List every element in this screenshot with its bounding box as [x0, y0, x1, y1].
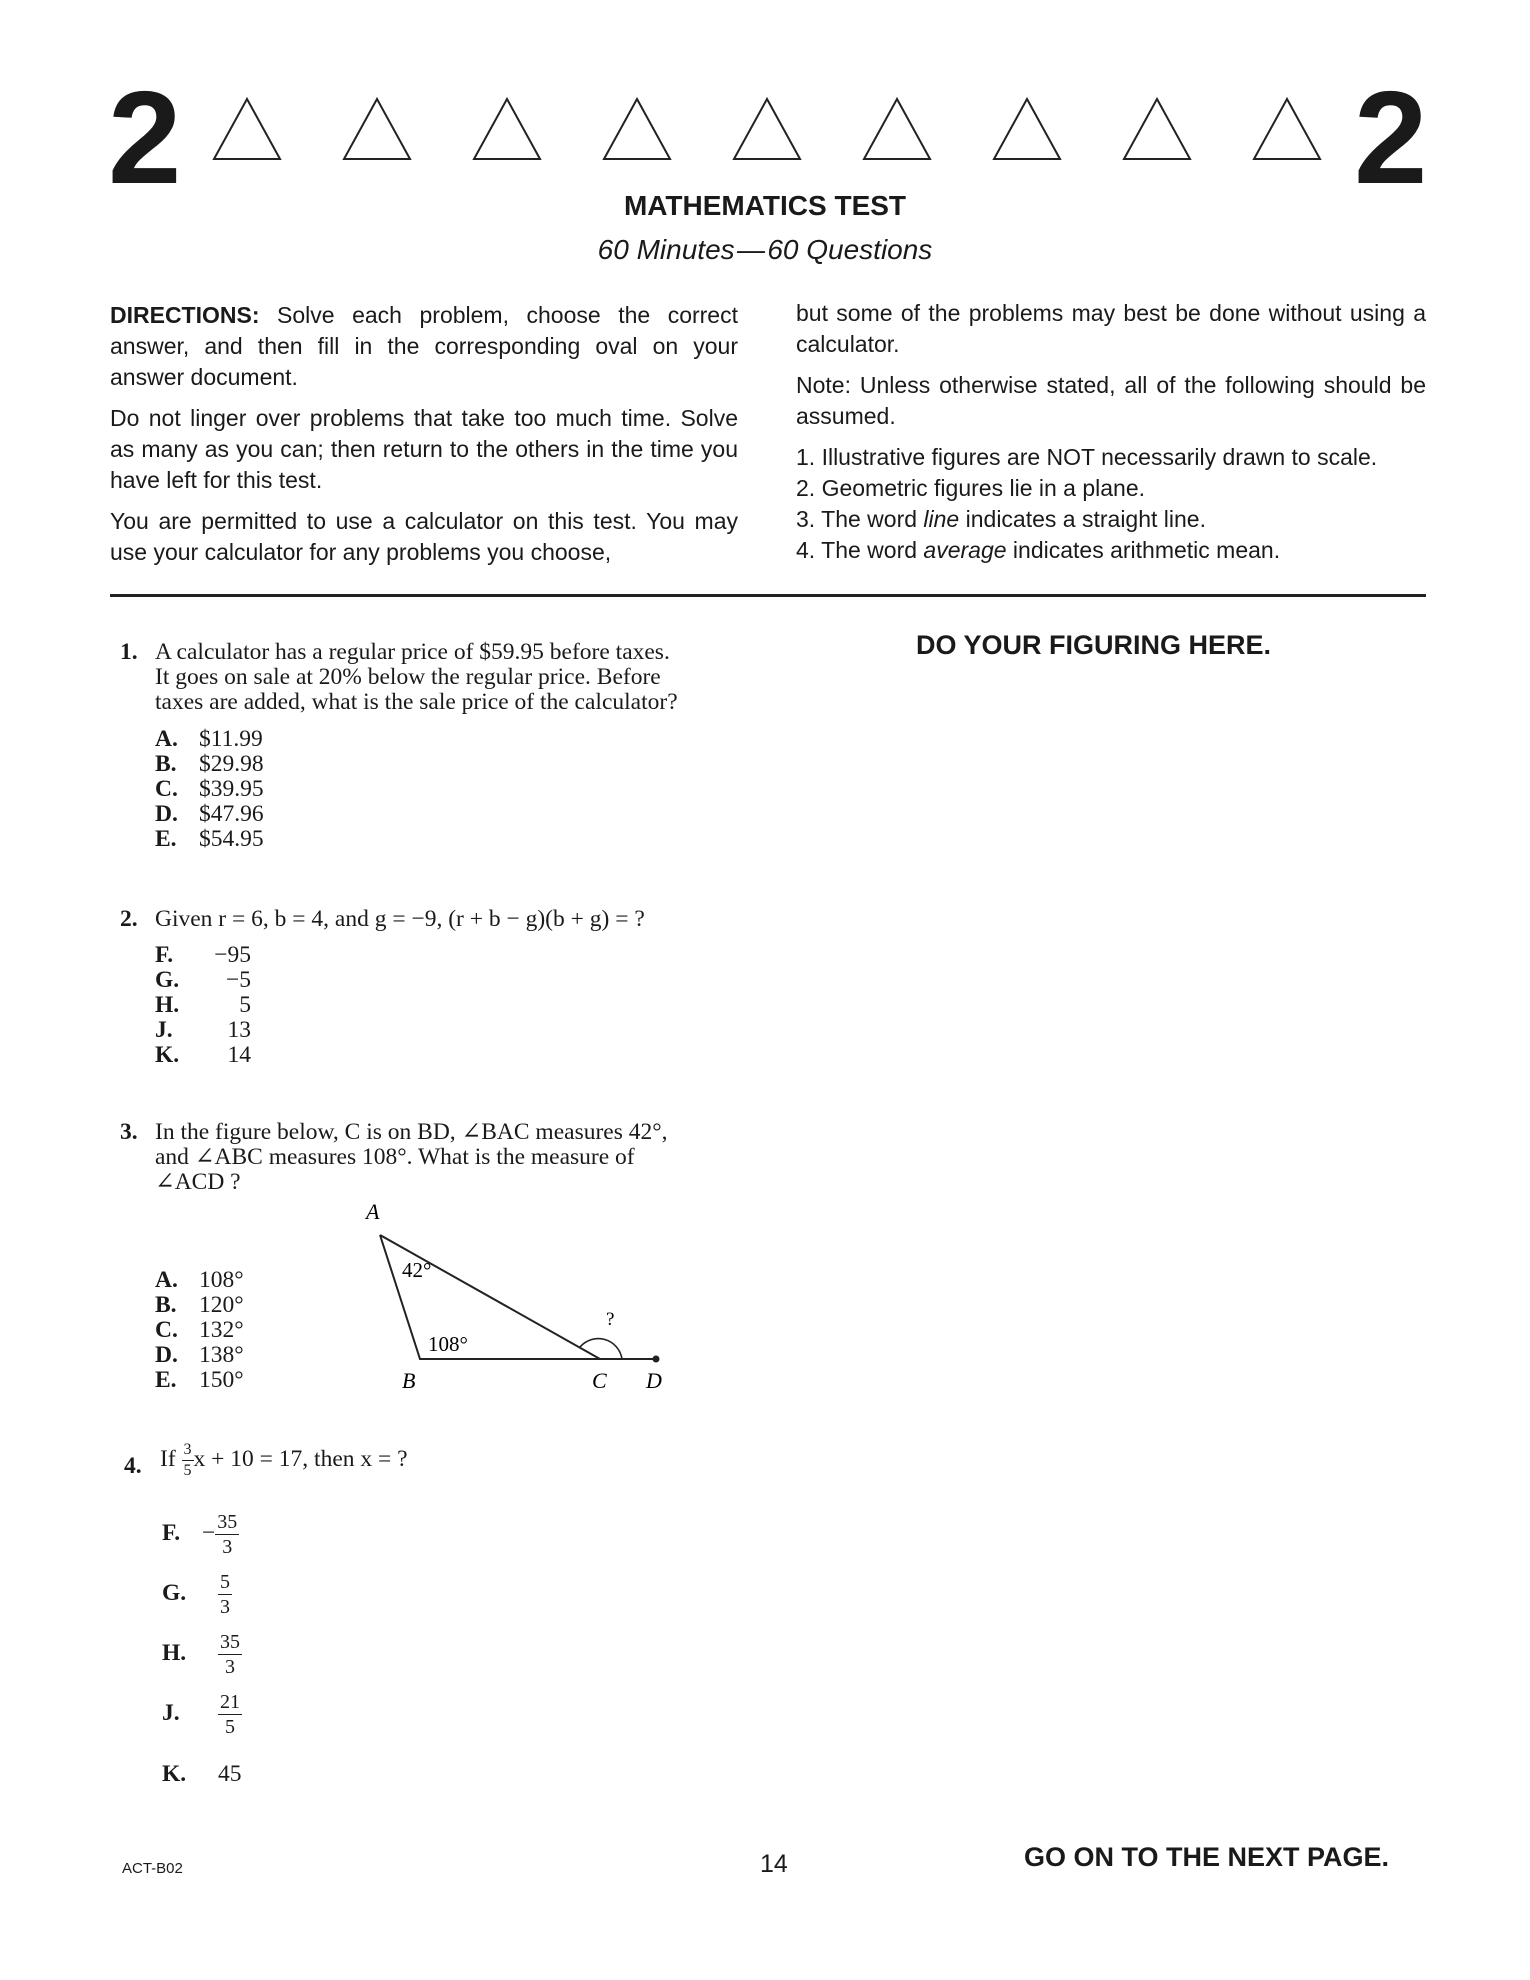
assumption-item: 4. The word average indicates arithmetic mean. [796, 537, 1281, 563]
vertex-d-label: D [646, 1368, 662, 1393]
section-number-left: 2 [108, 64, 182, 211]
question-number: 3. [120, 1119, 138, 1145]
triangle-icon [1122, 96, 1192, 162]
directions-label: DIRECTIONS: [110, 302, 260, 328]
question-number: 4. [124, 1453, 142, 1479]
answer-option-e[interactable]: E. $54.95 [155, 826, 264, 852]
answer-option-j[interactable]: J. $\frac{21}{5}$ [162, 1691, 240, 1738]
answer-option-j[interactable]: J. 13 [155, 1017, 251, 1043]
test-code: ACT-B02 [122, 1860, 183, 1877]
answer-option-g[interactable]: G. −5 [155, 967, 251, 993]
directions-note: Note: Unless otherwise stated, all of the following should be assumed. [796, 372, 1426, 429]
assumption-item: 2. Geometric figures lie in a plane. [796, 475, 1146, 501]
triangle-icon [862, 96, 932, 162]
answer-option-a[interactable]: A. 108° [155, 1267, 244, 1293]
fraction: $\frac{3}{5}$ [183, 1441, 192, 1479]
directions-paragraph: Do not linger over problems that take too much time. Solve as many as you can; then return to the others in the time you have left for this test. [110, 405, 738, 493]
question-4 [124, 1442, 724, 1492]
answer-option-k[interactable]: K. 45 [162, 1761, 242, 1787]
triangle-icon [732, 96, 802, 162]
answer-option-g[interactable]: G. $\frac{5}{3}$ [162, 1571, 230, 1618]
question-text: If $\frac{3}{5}$ x + 10 = 17, then x = ? [160, 1441, 408, 1479]
directions-left-column [110, 300, 738, 578]
assumption-item: 3. The word line indicates a straight line. [796, 506, 1206, 532]
question-number: 2. [120, 906, 138, 932]
question-text: A calculator has a regular price of $59.95 before taxes. It goes on sale at 20% below the regular price. Before taxes are added, what is the sale price of the calculator? [155, 639, 678, 715]
answer-option-h[interactable]: H. 5 [155, 992, 251, 1018]
fraction: $\frac{5}{3}$ [220, 1571, 230, 1618]
fraction: $\frac{35}{3}$ [217, 1511, 238, 1558]
angle-a-label: 42° [402, 1258, 432, 1282]
answer-option-k[interactable]: K. 14 [155, 1042, 251, 1068]
page-subtitle: 60 Minutes — 60 Questions [597, 234, 933, 265]
page-title: MATHEMATICS TEST [623, 190, 907, 221]
vertex-b-label: B [402, 1368, 416, 1393]
figuring-label: DO YOUR FIGURING HERE. [916, 630, 1272, 660]
section-divider [110, 594, 1426, 597]
answer-option-b[interactable]: B. 120° [155, 1292, 244, 1318]
directions-paragraph: but some of the problems may best be done without using a calculator. [796, 300, 1426, 357]
answer-option-b[interactable]: B. $29.98 [155, 751, 264, 777]
triangle-figure [360, 1195, 680, 1395]
directions-paragraph: DIRECTIONS: Solve each problem, choose the correct answer, and then fill in the corresponding oval on your answer document. [110, 302, 738, 390]
question-text: In the figure below, C is on BD, ∠BAC measures 42°, and ∠ABC measures 108°. What is the measure of ∠ACD ? [155, 1119, 668, 1195]
unknown-angle-label: ? [606, 1309, 615, 1330]
answer-option-c[interactable]: C. $39.95 [155, 776, 264, 802]
vertex-a-label: A [366, 1199, 380, 1224]
triangle-icon [212, 96, 282, 162]
answer-option-c[interactable]: C. 132° [155, 1317, 244, 1343]
triangle-icon [1252, 96, 1322, 162]
fraction: $\frac{35}{3}$ [220, 1631, 240, 1678]
answer-option-d[interactable]: D. $47.96 [155, 801, 264, 827]
answer-option-h[interactable]: H. $\frac{35}{3}$ [162, 1631, 240, 1678]
answer-option-a[interactable]: A. $11.99 [155, 726, 263, 752]
page-number: 14 [760, 1850, 788, 1878]
answer-option-f[interactable]: F. − $\frac{35}{3}$ [162, 1511, 238, 1558]
question-number: 1. [120, 639, 138, 665]
section-number-right: 2 [1354, 64, 1428, 211]
assumptions-list [796, 442, 1426, 566]
answer-option-d[interactable]: D. 138° [155, 1342, 244, 1368]
triangle-icon [472, 96, 542, 162]
directions-right-column [796, 298, 1426, 566]
next-page-notice: GO ON TO THE NEXT PAGE. [1024, 1842, 1390, 1872]
directions-paragraph: You are permitted to use a calculator on this test. You may use your calculator for any problems you choose, [110, 508, 738, 565]
angle-b-label: 108° [428, 1332, 468, 1356]
answer-option-e[interactable]: E. 150° [155, 1367, 244, 1393]
triangle-icon [602, 96, 672, 162]
triangle-icon [342, 96, 412, 162]
answer-option-f[interactable]: F. −95 [155, 942, 251, 968]
question-text: Given r = 6, b = 4, and g = −9, (r + b − g)(b + g) = ? [155, 906, 645, 932]
triangle-icon [992, 96, 1062, 162]
vertex-c-label: C [592, 1368, 607, 1393]
fraction: $\frac{21}{5}$ [220, 1691, 240, 1738]
assumption-item: 1. Illustrative figures are NOT necessarily drawn to scale. [796, 444, 1378, 470]
